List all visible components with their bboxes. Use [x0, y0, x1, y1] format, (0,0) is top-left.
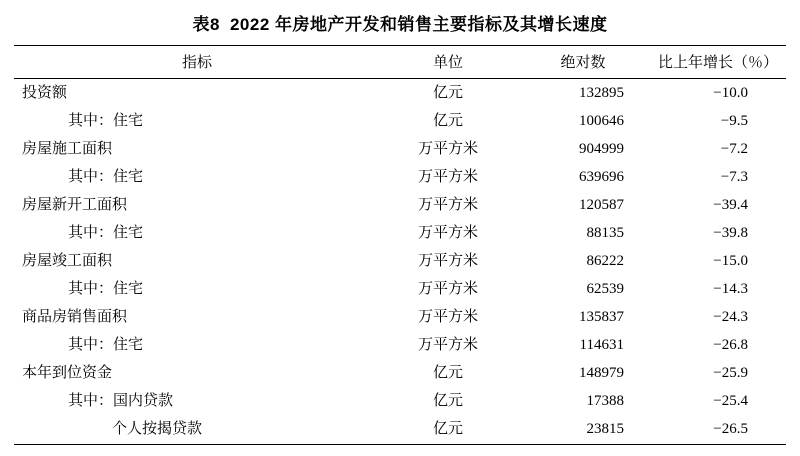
- table-row: [14, 303, 786, 331]
- cell-growth: −9.5: [720, 112, 748, 129]
- cell-unit: 亿元: [432, 363, 463, 381]
- table-row: [14, 275, 786, 303]
- cell-value: 23815: [516, 415, 650, 445]
- cell-indicator: 商品房销售面积: [22, 307, 128, 325]
- cell-indicator: 个人按揭贷款: [14, 415, 380, 445]
- cell-value: 88135: [586, 224, 624, 241]
- table-row: [14, 163, 786, 191]
- cell-value: 132895: [579, 84, 624, 101]
- cell-indicator: 其中：住宅: [68, 223, 144, 241]
- cell-indicator: 本年到位资金: [22, 363, 113, 381]
- cell-unit: 万平方米: [417, 167, 478, 185]
- statistics-table: [14, 45, 786, 445]
- cell-unit: 亿元: [432, 83, 463, 101]
- table-row: [14, 107, 786, 135]
- table-row: [14, 331, 786, 359]
- cell-indicator: 其中：住宅: [68, 335, 144, 353]
- cell-growth: −14.3: [713, 280, 748, 297]
- cell-indicator: 房屋施工面积: [22, 139, 113, 157]
- cell-value: 639696: [579, 168, 624, 185]
- cell-unit: 亿元: [432, 391, 463, 409]
- cell-growth: −7.2: [720, 140, 748, 157]
- cell-value: 62539: [586, 280, 624, 297]
- table-header-row: [14, 46, 786, 79]
- cell-indicator: 其中：住宅: [68, 111, 144, 129]
- cell-unit: 亿元: [380, 415, 516, 445]
- cell-unit: 万平方米: [417, 139, 478, 157]
- cell-indicator: 其中：住宅: [68, 167, 144, 185]
- cell-value: 86222: [586, 252, 624, 269]
- cell-growth: −7.3: [720, 168, 748, 185]
- cell-growth: −10.0: [713, 84, 748, 101]
- cell-indicator: 投资额: [22, 83, 68, 101]
- table-row: [14, 135, 786, 163]
- column-header-indicator: 指标: [14, 46, 380, 79]
- table-number: 表8: [192, 15, 220, 34]
- cell-indicator: 其中：住宅: [68, 279, 144, 297]
- table-row: [14, 219, 786, 247]
- table-row: [14, 415, 786, 445]
- table-header: [14, 46, 786, 79]
- cell-unit: 万平方米: [417, 251, 478, 269]
- cell-unit: 万平方米: [417, 279, 478, 297]
- table-row: [14, 359, 786, 387]
- column-header-value: 绝对数: [516, 46, 650, 79]
- page-title: [0, 0, 800, 45]
- cell-value: 148979: [579, 364, 624, 381]
- cell-value: 17388: [586, 392, 624, 409]
- cell-growth: −26.8: [713, 336, 748, 353]
- cell-indicator: 房屋新开工面积: [22, 195, 128, 213]
- cell-indicator: 其中：国内贷款: [68, 391, 174, 409]
- cell-growth: −25.9: [713, 364, 748, 381]
- column-header-unit: 单位: [380, 46, 516, 79]
- cell-value: 904999: [579, 140, 624, 157]
- cell-value: 100646: [579, 112, 624, 129]
- cell-unit: 万平方米: [417, 195, 478, 213]
- cell-unit: 万平方米: [417, 307, 478, 325]
- cell-unit: 万平方米: [417, 335, 478, 353]
- cell-value: 114631: [579, 336, 624, 353]
- column-header-growth: 比上年增长（％）: [650, 46, 786, 79]
- table-row: [14, 79, 786, 108]
- cell-value: 135837: [579, 308, 624, 325]
- cell-growth: −15.0: [713, 252, 748, 269]
- table-row: [14, 247, 786, 275]
- cell-unit: 亿元: [432, 111, 463, 129]
- table-body: [14, 79, 786, 445]
- table-row: [14, 191, 786, 219]
- cell-value: 120587: [579, 196, 624, 213]
- table-row: [14, 387, 786, 415]
- table-title-text: 2022 年房地产开发和销售主要指标及其增长速度: [229, 15, 608, 34]
- cell-growth: −25.4: [713, 392, 748, 409]
- cell-growth: −39.8: [713, 224, 748, 241]
- cell-unit: 万平方米: [417, 223, 478, 241]
- cell-indicator: 房屋竣工面积: [22, 251, 113, 269]
- cell-growth: −24.3: [713, 308, 748, 325]
- cell-growth: −39.4: [713, 196, 748, 213]
- cell-growth: −26.5: [650, 415, 786, 445]
